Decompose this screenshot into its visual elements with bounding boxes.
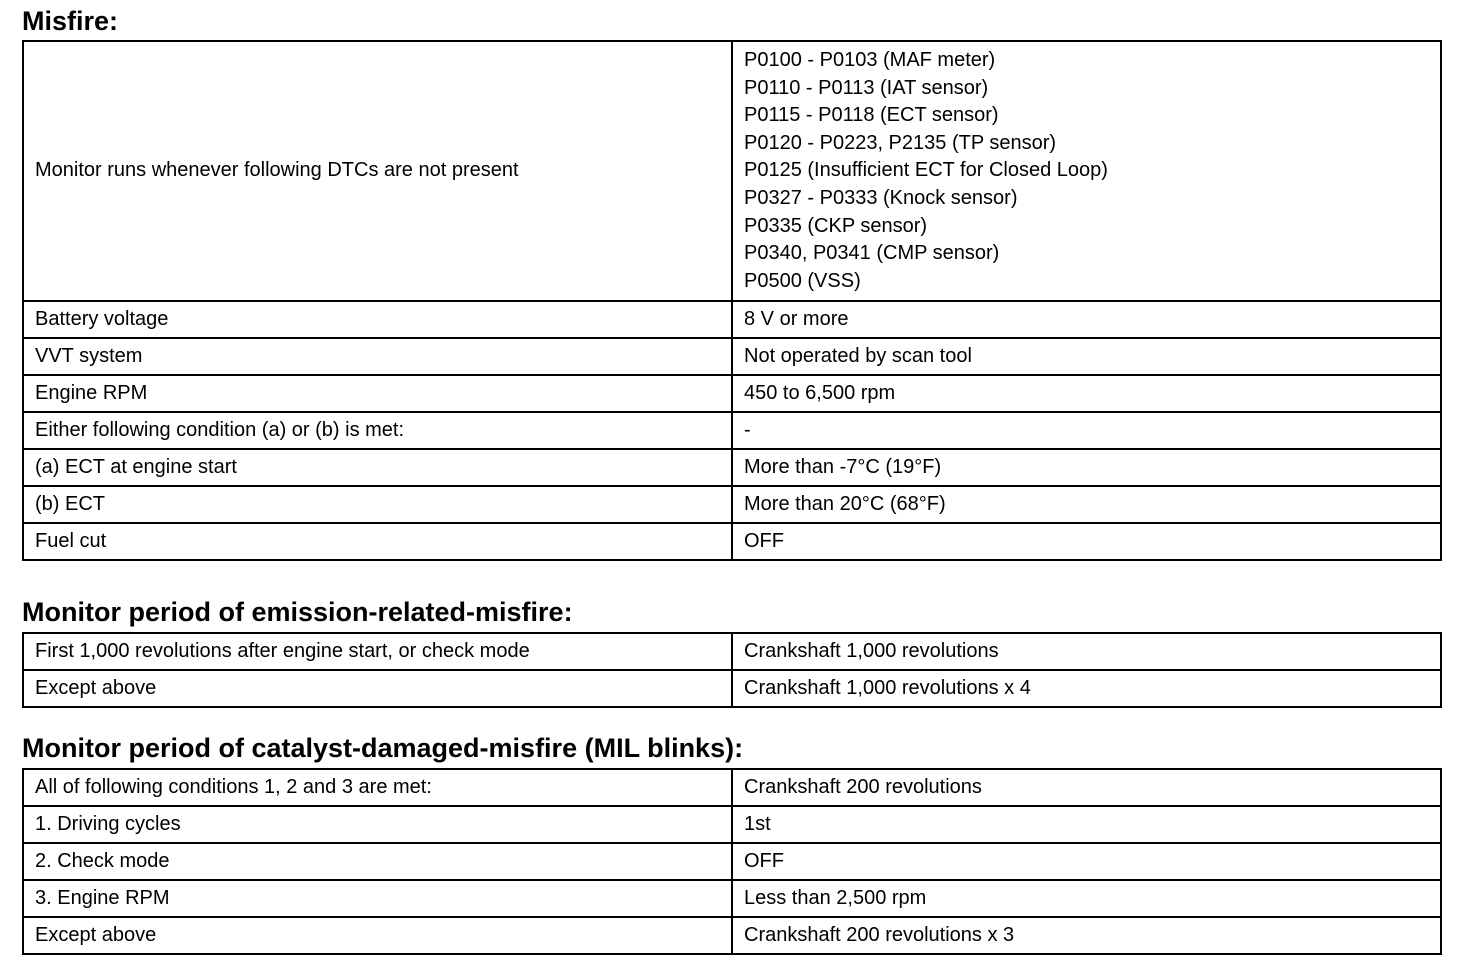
- condition-cell: Fuel cut: [23, 523, 732, 560]
- value-cell: 8 V or more: [732, 301, 1441, 338]
- table-row: [23, 917, 1441, 954]
- table-row: [23, 880, 1441, 917]
- condition-cell: All of following conditions 1, 2 and 3 are met:: [23, 769, 732, 806]
- dtc-item: P0120 - P0223, P2135 (TP sensor): [744, 131, 1057, 154]
- table-row: [23, 633, 1441, 670]
- table-row: [23, 338, 1441, 375]
- condition-cell: 1. Driving cycles: [23, 806, 732, 843]
- table-row: [23, 523, 1441, 560]
- value-cell: More than 20°C (68°F): [732, 486, 1441, 523]
- value-cell: Crankshaft 1,000 revolutions: [732, 633, 1441, 670]
- dtc-item: P0100 - P0103 (MAF meter): [744, 49, 996, 71]
- table-row: [23, 769, 1441, 806]
- condition-cell: Either following condition (a) or (b) is met:: [23, 412, 732, 449]
- condition-cell: 2. Check mode: [23, 843, 732, 880]
- table-row: [23, 301, 1441, 338]
- condition-cell: 3. Engine RPM: [23, 880, 732, 917]
- condition-cell: (a) ECT at engine start: [23, 449, 732, 486]
- dtc-item: P0500 (VSS): [744, 269, 861, 292]
- table-row: [23, 412, 1441, 449]
- dtc-item: P0335 (CKP sensor): [744, 214, 928, 237]
- condition-cell: Monitor runs whenever following DTCs are not present: [23, 41, 732, 301]
- table-row: [23, 670, 1441, 707]
- misfire-conditions-table: [22, 40, 1442, 561]
- section-title-emission-related-misfire: Monitor period of emission-related-misfire:: [22, 597, 573, 627]
- value-cell: Crankshaft 200 revolutions: [732, 769, 1441, 806]
- dtc-item: P0327 - P0333 (Knock sensor): [744, 186, 1018, 209]
- dtc-item: P0115 - P0118 (ECT sensor): [744, 104, 999, 127]
- dtc-item: P0125 (Insufficient ECT for Closed Loop): [744, 159, 1108, 182]
- table-row: [23, 806, 1441, 843]
- value-cell: More than -7°C (19°F): [732, 449, 1441, 486]
- section-title-catalyst-damaged-misfire: Monitor period of catalyst-damaged-misfire (MIL blinks):: [22, 733, 744, 763]
- value-cell: Crankshaft 1,000 revolutions x 4: [732, 670, 1441, 707]
- dtc-item: P0110 - P0113 (IAT sensor): [744, 76, 989, 99]
- condition-cell: Engine RPM: [23, 375, 732, 412]
- value-cell: 450 to 6,500 rpm: [732, 375, 1441, 412]
- dtc-list-cell: [732, 41, 1441, 301]
- condition-cell: Except above: [23, 670, 732, 707]
- value-cell: 1st: [732, 806, 1441, 843]
- condition-cell: First 1,000 revolutions after engine start, or check mode: [23, 633, 732, 670]
- section-title-misfire: Misfire:: [22, 6, 119, 36]
- value-cell: Less than 2,500 rpm: [732, 880, 1441, 917]
- value-cell: OFF: [732, 523, 1441, 560]
- table-row: [23, 375, 1441, 412]
- value-cell: -: [732, 412, 1441, 449]
- table-row: [23, 843, 1441, 880]
- value-cell: OFF: [732, 843, 1441, 880]
- dtc-item: P0340, P0341 (CMP sensor): [744, 242, 1000, 265]
- table-row: [23, 486, 1441, 523]
- table-row: [23, 41, 1441, 301]
- condition-cell: Battery voltage: [23, 301, 732, 338]
- table-row: [23, 449, 1441, 486]
- value-cell: Not operated by scan tool: [732, 338, 1441, 375]
- emission-misfire-period-table: [22, 632, 1442, 708]
- value-cell: Crankshaft 200 revolutions x 3: [732, 917, 1441, 954]
- condition-cell: VVT system: [23, 338, 732, 375]
- condition-cell: Except above: [23, 917, 732, 954]
- condition-cell: (b) ECT: [23, 486, 732, 523]
- catalyst-misfire-period-table: [22, 768, 1442, 955]
